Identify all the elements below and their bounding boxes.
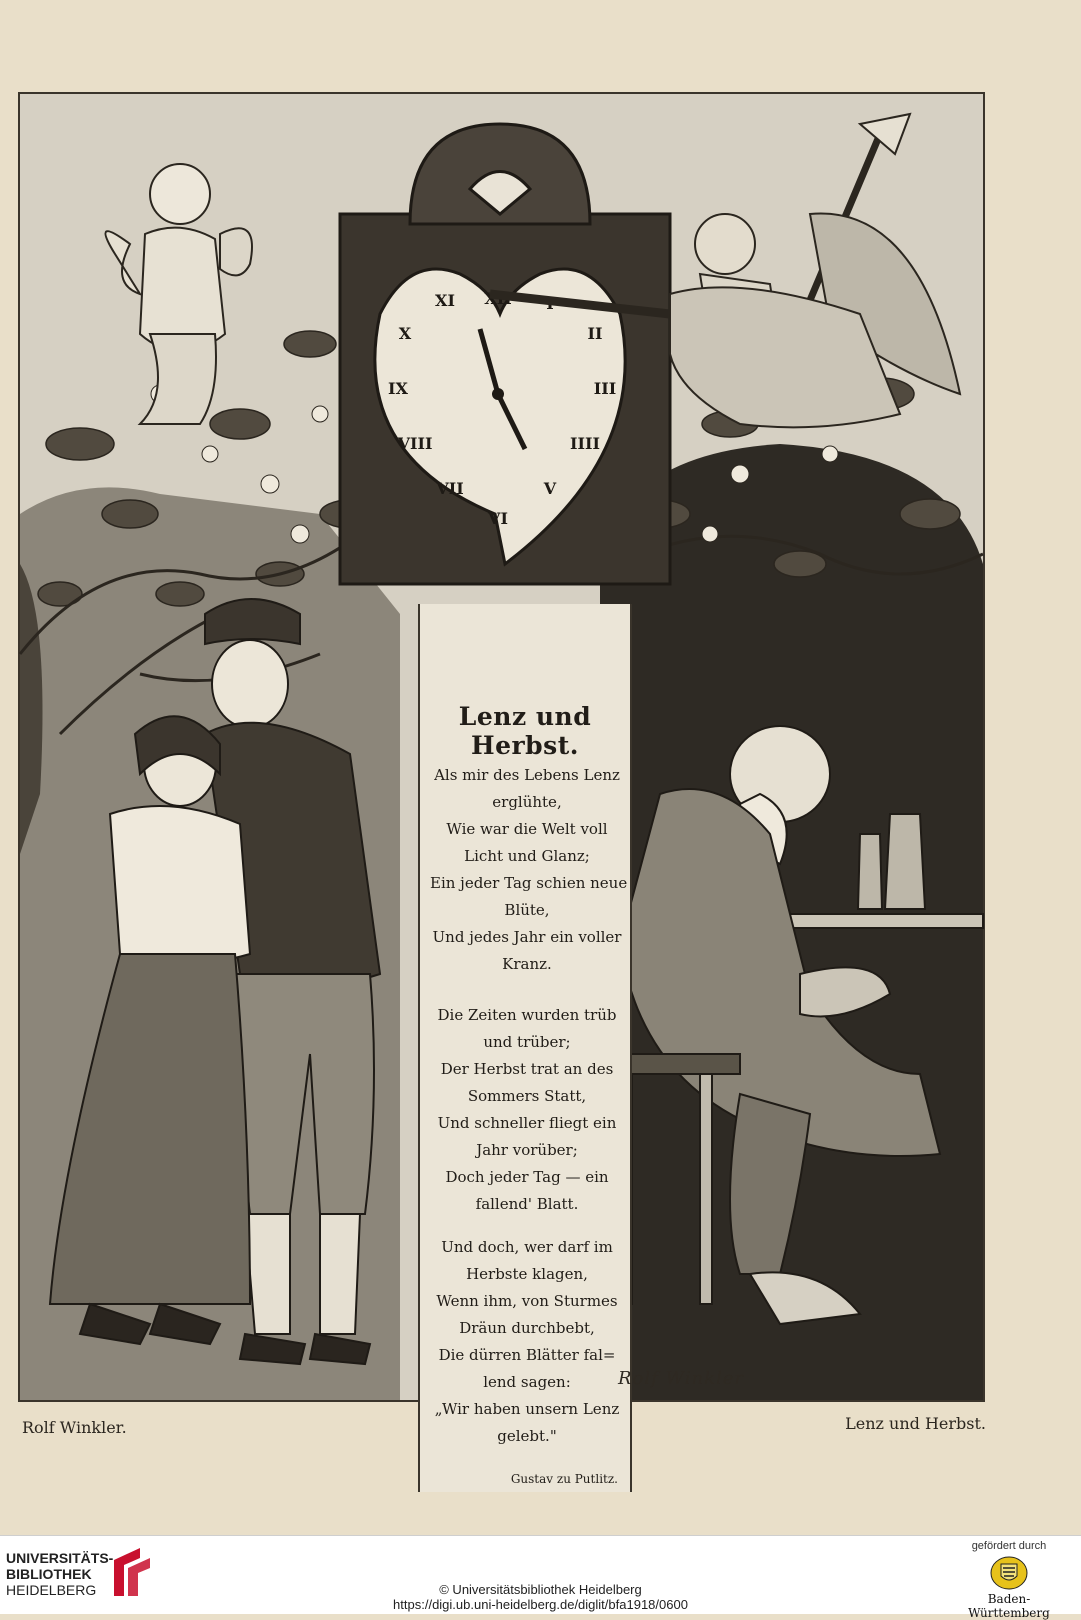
poem-line: Sommers Statt, [467, 1087, 587, 1105]
poem-stanza-3 [430, 1234, 624, 1450]
numeral-xii: XII [484, 289, 512, 308]
poem-line: Herbste klagen, [466, 1265, 588, 1283]
copyright-text: © Universitätsbibliothek Heidelberg [439, 1582, 642, 1597]
poem-line: Und doch, wer darf im [441, 1238, 613, 1256]
poem-line: Und jedes Jahr ein voller [432, 928, 622, 946]
poem-line: Und schneller fliegt ein [437, 1114, 617, 1132]
poem-line: „Wir haben unsern Lenz [434, 1400, 620, 1418]
numeral-ii: II [587, 324, 603, 343]
poem-line: Der Herbst trat an des [440, 1060, 614, 1078]
poem-line: lend sagen: [483, 1373, 571, 1391]
numeral-vi: VI [488, 509, 508, 528]
poem-line: fallend' Blatt. [475, 1195, 579, 1213]
digitization-footer [0, 1535, 1081, 1620]
permalink[interactable]: https://digi.ub.uni-heidelberg.de/diglit/bfa1918/0600 [393, 1597, 688, 1612]
numeral-iiii: IIII [570, 434, 600, 453]
numeral-i: I [546, 294, 554, 313]
sponsor-block [949, 1540, 1069, 1620]
poem-line: Die Zeiten wurden trüb [437, 1006, 617, 1024]
artist-caption: Rolf Winkler. [22, 1418, 127, 1437]
library-name-line: HEIDELBERG [6, 1582, 97, 1598]
poem-line: Die dürren Blätter fal= [438, 1346, 616, 1364]
numeral-v: V [543, 479, 557, 498]
coat-of-arms-icon [990, 1556, 1028, 1590]
poem-panel [418, 604, 632, 1492]
sponsor-label: gefördert durch [971, 1540, 1047, 1552]
numeral-xi: XI [435, 291, 455, 310]
poem-line: Ein jeder Tag schien neue [430, 874, 628, 892]
poem-line: gelebt." [497, 1427, 557, 1445]
sponsor-name: Baden-Württemberg [968, 1592, 1050, 1620]
poem-line: Als mir des Lebens Lenz [434, 766, 620, 784]
poem-stanza-1 [430, 762, 628, 978]
poem-line: Doch jeder Tag — ein [445, 1168, 609, 1186]
copyright-notice [0, 1582, 1081, 1612]
poem-title: Lenz und Herbst. [458, 702, 592, 760]
numeral-x: X [398, 324, 412, 343]
library-name-line: UNIVERSITÄTS- [6, 1550, 114, 1566]
poem-line: Licht und Glanz; [464, 847, 590, 865]
poem-line: und trüber; [483, 1033, 571, 1051]
poem-line: Wenn ihm, von Sturmes [436, 1292, 618, 1310]
poem-line: Kranz. [502, 955, 552, 973]
poem-line: Blüte, [504, 901, 550, 919]
poem-line: Dräun durchbebt, [459, 1319, 595, 1337]
poem-line: Jahr vorüber; [476, 1141, 578, 1159]
poem-stanza-2 [430, 1002, 624, 1218]
numeral-viii: VIII [397, 434, 433, 453]
numeral-iii: III [593, 379, 617, 398]
poem-line: erglühte, [492, 793, 562, 811]
numeral-ix: IX [388, 379, 408, 398]
poem-line: Wie war die Welt voll [446, 820, 608, 838]
numeral-vii: VII [436, 479, 464, 498]
artist-signature: Rolf Winkler [618, 1368, 744, 1389]
title-caption: Lenz und Herbst. [845, 1414, 986, 1433]
library-name-line: BIBLIOTHEK [6, 1566, 92, 1582]
poem-author: Gustav zu Putlitz. [510, 1472, 618, 1486]
